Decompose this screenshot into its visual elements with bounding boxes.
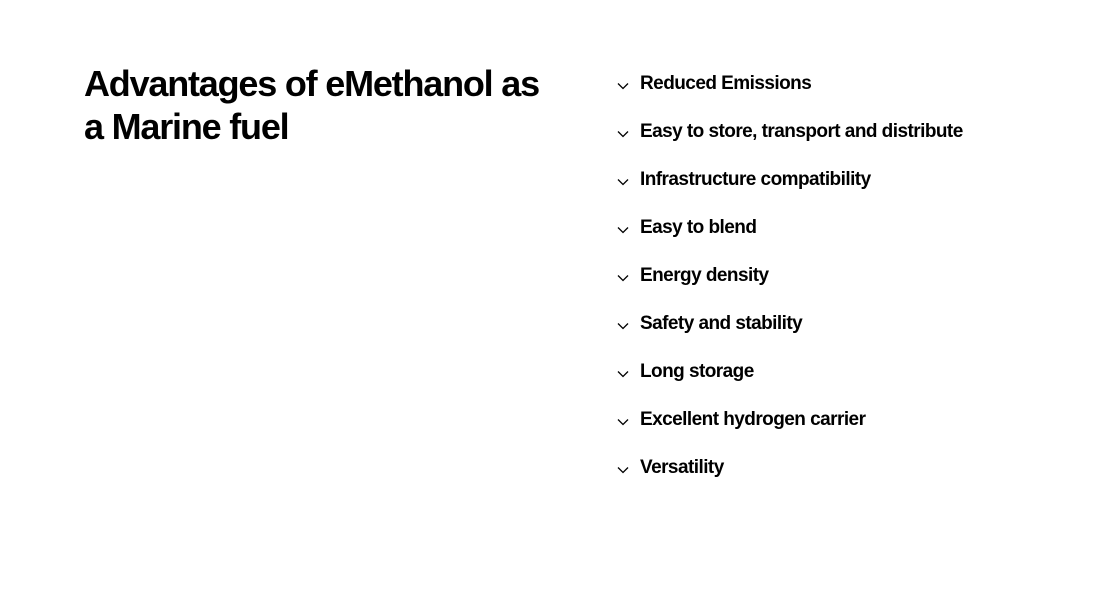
accordion-item-infrastructure-compatibility[interactable] (616, 156, 1086, 204)
accordion-item-label: Excellent hydrogen carrier (640, 409, 866, 430)
page-title: Advantages of eMethanol as a Marine fuel (84, 63, 539, 147)
chevron-down-icon (616, 319, 630, 333)
chevron-down-icon (616, 271, 630, 285)
accordion-item-label: Versatility (640, 457, 724, 478)
chevron-down-icon (616, 367, 630, 381)
accordion-item-label: Safety and stability (640, 313, 803, 334)
chevron-down-icon (616, 79, 630, 93)
accordion-item-label: Easy to blend (640, 217, 757, 238)
accordion-item-hydrogen-carrier[interactable] (616, 396, 1086, 444)
chevron-down-icon (616, 223, 630, 237)
accordion-item-label: Easy to store, transport and distribute (640, 121, 963, 142)
accordion-list (616, 60, 1086, 492)
chevron-down-icon (616, 415, 630, 429)
accordion-item-versatility[interactable] (616, 444, 1086, 492)
accordion-item-reduced-emissions[interactable] (616, 60, 1086, 108)
chevron-down-icon (616, 127, 630, 141)
chevron-down-icon (616, 463, 630, 477)
accordion-item-label: Energy density (640, 265, 769, 286)
accordion-item-energy-density[interactable] (616, 252, 1086, 300)
accordion-item-easy-to-blend[interactable] (616, 204, 1086, 252)
accordion-item-long-storage[interactable] (616, 348, 1086, 396)
accordion-item-label: Long storage (640, 361, 754, 382)
accordion-item-label: Reduced Emissions (640, 73, 812, 94)
chevron-down-icon (616, 175, 630, 189)
accordion-item-safety-and-stability[interactable] (616, 300, 1086, 348)
accordion-item-label: Infrastructure compatibility (640, 169, 871, 190)
accordion-item-easy-to-store[interactable] (616, 108, 1086, 156)
